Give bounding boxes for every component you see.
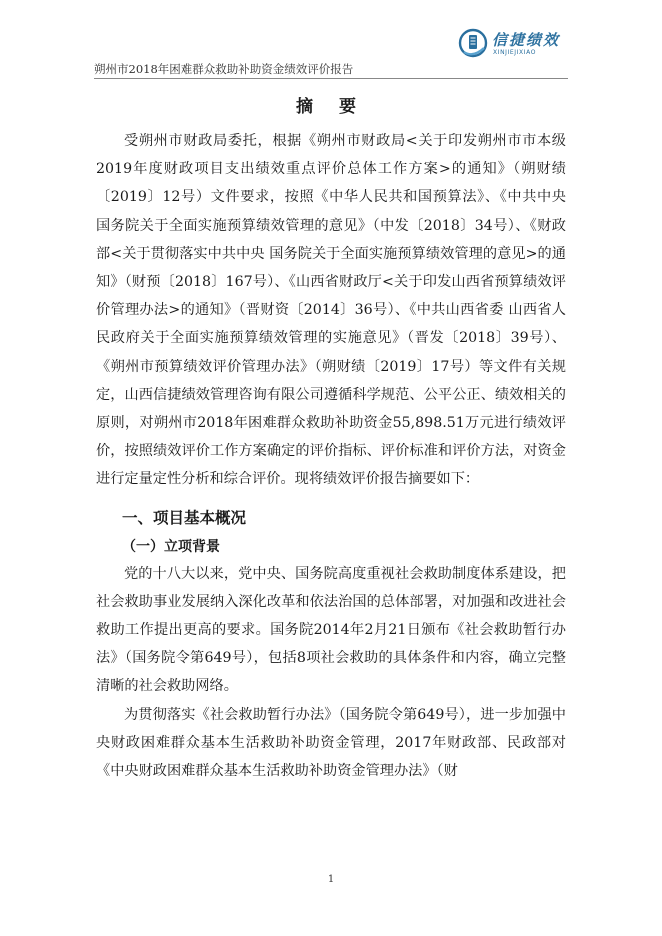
report-title-header: 朔州市2018年困难群众救助补助资金绩效评价报告	[94, 62, 354, 76]
page-header	[94, 14, 568, 78]
company-logo	[458, 24, 568, 74]
xinjie-logo-icon	[458, 28, 488, 62]
abstract-paragraph: 受朔州市财政局委托，根据《朔州市财政局<关于印发朔州市市本级2019年度财政项目支出绩效重点评价总体工作方案>的通知》（朔财绩〔2019〕12号）文件要求，按照《中华人民共和国预算法》、《中共中央 国务院关于全面实施预算绩效管理的意见》（中发〔2018〕34号）、《财政部<关于贯彻落实中共中央 国务院关于全面实施预算绩效管理的意见>的通知》（财预〔2018〕167号）、《山西省财政厅<关于印发山西省预算绩效评价管理办法>的通知》（晋财资〔2014〕36号）、《中共山西省委 山西省人民政府关于全面实施预算绩效管理的实施意见》（晋发〔2018〕39号）、《朔州市预算绩效评价管理办法》（朔财绩〔2019〕17号）等文件有关规定，山西信捷绩效管理咨询有限公司遵循科学规范、公平公正、绩效相关的原则，对朔州市2018年困难群众救助补助资金55,898.51万元进行绩效评价，按照绩效评价工作方案确定的评价指标、评价标准和评价方法，对资金进行定量定性分析和综合评价。现将绩效评价报告摘要如下：	[96, 133, 566, 488]
body-paragraph: 党的十八大以来，党中央、国务院高度重视社会救助制度体系建设，把社会救助事业发展纳入深化改革和依法治国的总体部署，对加强和改进社会救助工作提出更高的要求。国务院2014年2月21日颁布《社会救助暂行办法》（国务院令第649号），包括8项社会救助的具体条件和内容，确立完整清晰的社会救助网络。	[96, 565, 566, 695]
document-body	[96, 90, 566, 785]
logo-text-cn: 信捷绩效	[492, 31, 561, 49]
page-number: 1	[327, 874, 335, 885]
subsection-heading: （一）立项背景	[122, 538, 220, 555]
body-paragraph: 为贯彻落实《社会救助暂行办法》（国务院令第649号），进一步加强中央财政困难群众基本生活救助补助资金管理，2017年财政部、民政部对《中央财政困难群众基本生活救助补助资金管理办法》（财	[96, 706, 566, 780]
section-heading: 一、项目基本概况	[122, 508, 247, 527]
abstract-title: 摘 要	[296, 97, 366, 117]
logo-text-en: XINJIEJIXIAO	[493, 49, 537, 56]
header-divider	[94, 78, 568, 79]
